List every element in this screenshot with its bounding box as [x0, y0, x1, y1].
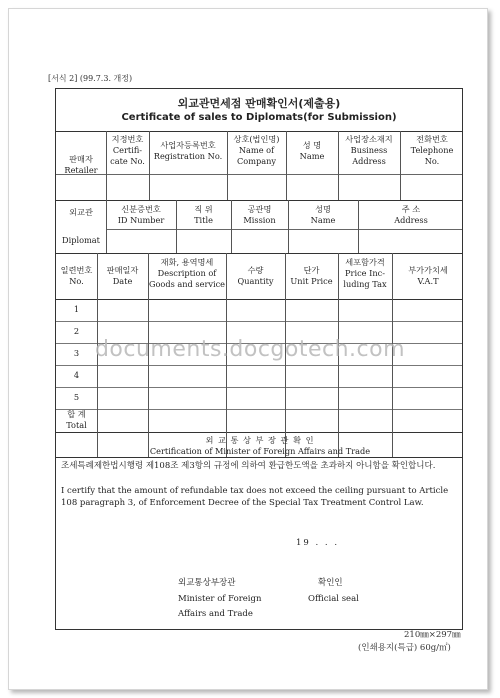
row-number: 3 [73, 348, 80, 358]
rule [56, 365, 462, 366]
retailer-col-address: 사업장소재지 Business Address [345, 134, 393, 167]
rule [56, 457, 462, 458]
row-number: 1 [73, 304, 80, 314]
diplomat-col-id: 신분증번호 ID Number [117, 204, 165, 226]
row-number: 5 [73, 392, 80, 402]
watermark: documents.docgotech.com [94, 337, 406, 362]
items-header-price-incl-tax: 세포함가격 Price Inc- luding Tax [343, 257, 387, 290]
rule [56, 200, 462, 201]
retailer-col-registration: 사업자등록번호 Registration No. [153, 140, 223, 162]
form-number: [서식 2] (99.7.3. 개정) [48, 74, 133, 83]
items-header-description: 재화, 용역명세 Description of Goods and service [148, 257, 226, 290]
minister-label-korean: 외교통상부장관 [178, 578, 236, 588]
diplomat-col-address: 주 소 Address [394, 204, 428, 226]
row-number: 4 [73, 370, 80, 380]
items-header-unit-price: 단가 Unit Price [290, 265, 333, 287]
form-title-english: Certificate of sales to Diplomats(for Submission) [121, 112, 397, 123]
confirmation-title-korean: 외 교 통 상 부 장 관 확 인 [205, 435, 315, 445]
diplomat-col-title: 직 위 Title [194, 204, 213, 226]
items-header-quantity: 수량 Quantity [237, 265, 274, 287]
confirmation-text-korean: 조세특례제한법시행령 제108조 제3항의 규정에 의하여 환급한도액을 초과하지 아니함을 확인합니다. [61, 461, 436, 471]
diplomat-col-name: 성명 Name [310, 204, 336, 226]
retailer-label: 판매자 Retailer [64, 154, 98, 176]
retailer-col-name: 성 명 Name [299, 140, 325, 162]
paper-size: 210㎜×297㎜ [404, 630, 461, 640]
rule [56, 432, 462, 433]
total-label: 합 계 Total [66, 409, 87, 431]
items-header-date: 판매일자 Date [106, 265, 139, 287]
rule [56, 409, 462, 410]
row-number: 2 [73, 326, 80, 336]
minister-label-english-2: Affairs and Trade [178, 609, 253, 619]
diplomat-col-mission: 공관명 Mission [243, 204, 276, 226]
seal-label-korean: 확인인 [318, 578, 343, 588]
confirmation-title-english: Certification of Minister of Foreign Affairs and Trade [149, 446, 371, 456]
rule [56, 174, 462, 175]
rule [56, 387, 462, 388]
rule [56, 299, 462, 300]
diplomat-label-english: Diplomat [62, 235, 100, 245]
rule [106, 229, 462, 230]
form-title-korean: 외교관면세점 판매확인서(제출용) [177, 97, 341, 110]
paper-spec: (인쇄용지(특급) 60g/㎡) [358, 643, 451, 653]
seal-label-english: Official seal [308, 594, 359, 604]
diplomat-label-korean: 외교관 [69, 207, 93, 217]
items-header-vat: 부가가치세 V.A.T [408, 265, 448, 287]
confirmation-date: 19 . . . [296, 538, 340, 548]
retailer-col-telephone: 전화번호 Telephone No. [410, 134, 454, 167]
rule [56, 131, 462, 132]
confirmation-text-english: I certify that the amount of refundable tax does not exceed the ceiling pursuant to Article 108 paragraph 3, of Enforcement Decree of the Special Tax Treatment Control Law. [61, 486, 449, 508]
retailer-col-company: 상호(법인명) Name of Company [233, 134, 280, 167]
minister-label-english-1: Minister of Foreign [178, 594, 262, 604]
retailer-col-cert-no: 지정번호 Certifi- cate No. [110, 134, 145, 167]
rule [56, 321, 462, 322]
items-header-no: 일련번호 No. [60, 265, 93, 287]
rule [56, 253, 462, 254]
